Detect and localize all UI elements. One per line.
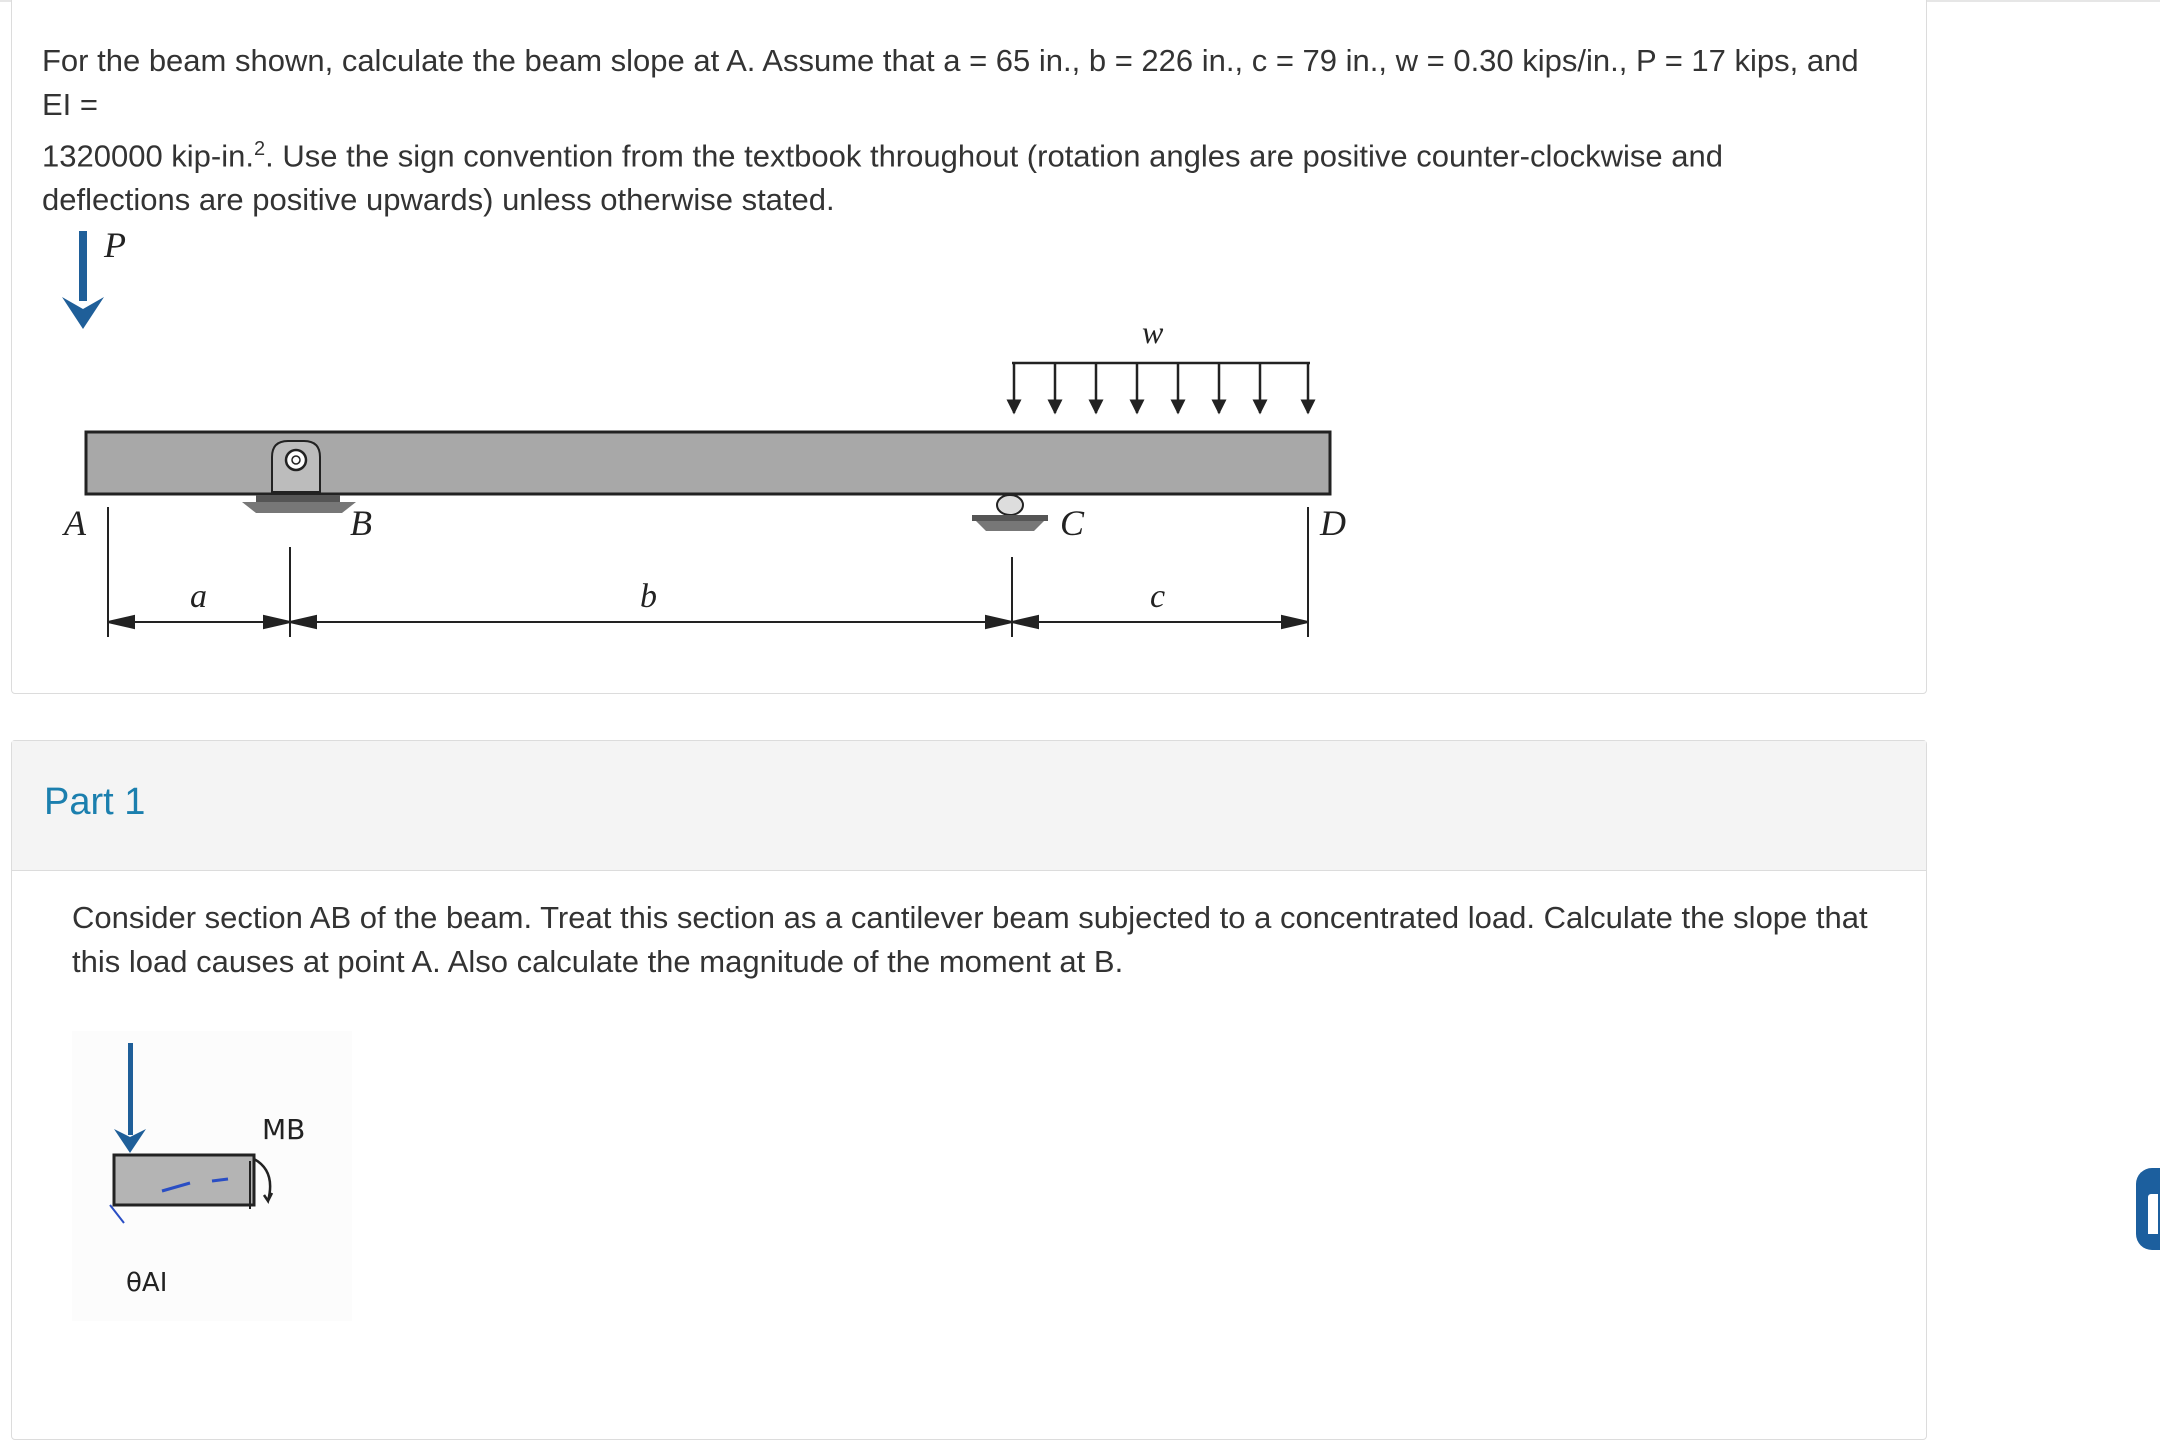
point-a-label: A [64, 503, 86, 543]
problem-card [11, 0, 1927, 694]
cantilever-sketch [72, 1031, 352, 1321]
roller-support-c [972, 495, 1048, 531]
problem-line-1: For the beam shown, calculate the beam slope at A. Assume that a = 65 in., b = 226 in., c = 79 in., w = 0.30 kips/in., P = 17 kips, and EI = [42, 43, 1859, 122]
load-p-label: P [104, 225, 126, 265]
dim-a-label: a [190, 578, 207, 615]
problem-exponent: 2 [254, 138, 266, 160]
dimension-lines [108, 507, 1308, 637]
dist-load-label: w [1142, 314, 1164, 350]
point-c-label: C [1060, 503, 1085, 543]
slope-a-label: θAI [126, 1268, 168, 1298]
dim-b-label: b [640, 578, 657, 615]
point-b-label: B [350, 503, 372, 543]
side-panel-tab[interactable] [2136, 1168, 2160, 1250]
problem-line-3: deflections are positive upwards) unless otherwise stated. [42, 182, 835, 218]
distributed-load [1012, 363, 1310, 413]
problem-statement [42, 39, 1892, 222]
part-1-header [12, 741, 1926, 871]
part-1-title: Part 1 [44, 781, 146, 823]
part-1-instructions: Consider section AB of the beam. Treat this section as a cantilever beam subjected to a concentrated load. Calculate the slope that this load causes at point A. Also calculate the magnitude of the moment at B. [72, 900, 1868, 979]
moment-b-label: MB [262, 1113, 306, 1146]
dim-c-label: c [1150, 578, 1166, 615]
problem-line-2-value: 1320000 kip-in. [42, 138, 254, 174]
point-d-label: D [1320, 503, 1346, 543]
part-1-card [11, 740, 1927, 1440]
beam-diagram [42, 217, 1362, 657]
problem-line-2-rest: . Use the sign convention from the textbook throughout (rotation angles are positive counter-clockwise and [265, 138, 1723, 174]
load-p-arrow [62, 231, 104, 329]
